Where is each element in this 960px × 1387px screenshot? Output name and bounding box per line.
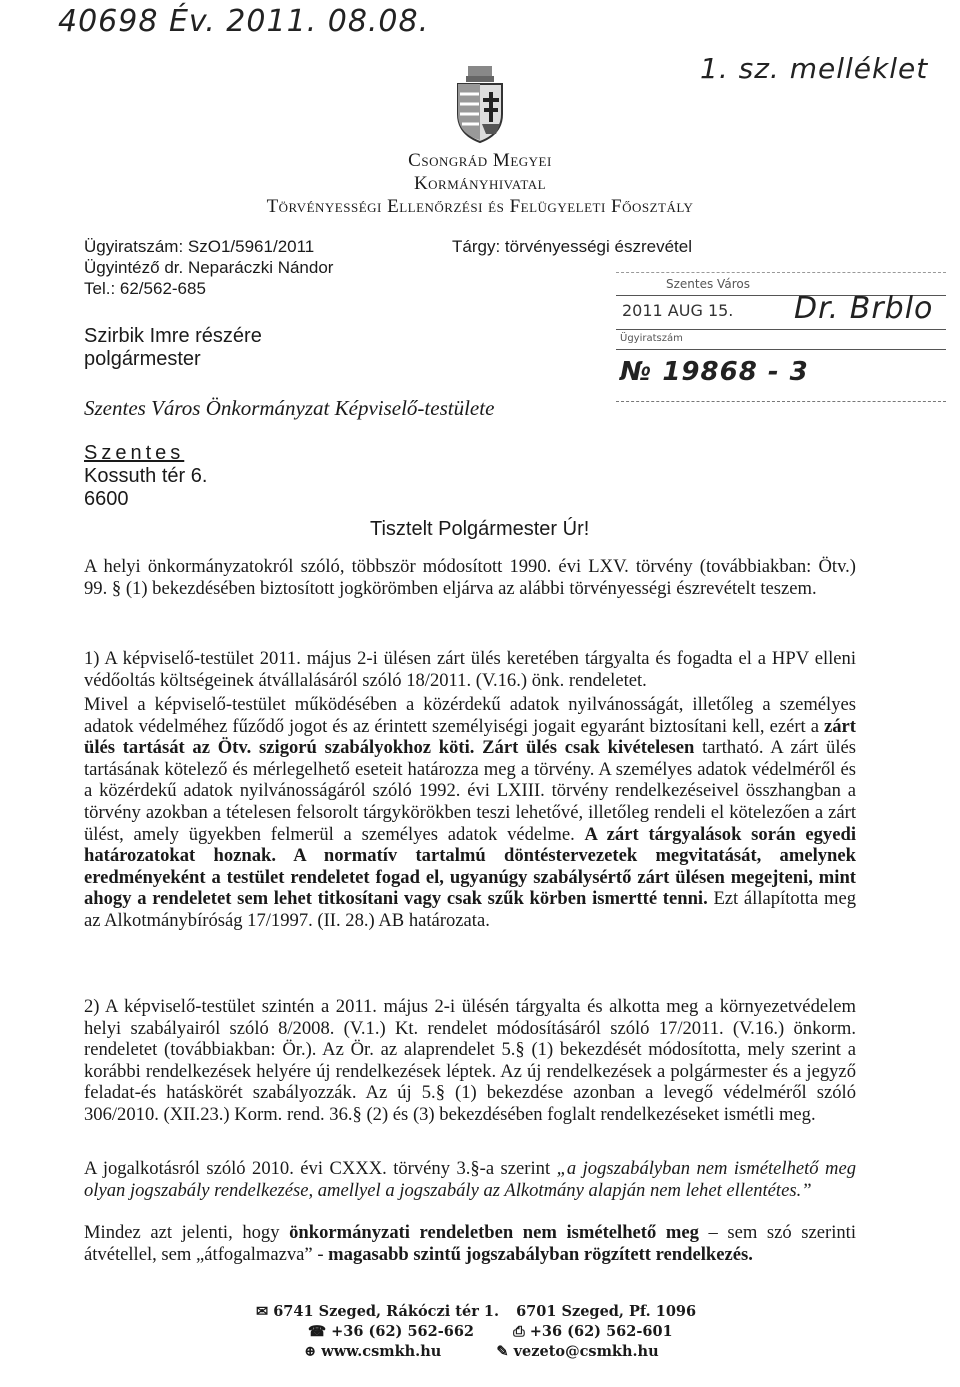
footer-fax: +36 (62) 562-601 xyxy=(529,1323,673,1340)
institution-county: Csongrád Megyei xyxy=(408,150,552,171)
quote-run: „a jogszabályban nem ismételhető meg olyan jogszabály rendelkezése, amellyel a jogszabály az Alkotmány alapján nem lehet ellentétes.” xyxy=(84,1158,856,1201)
section-2-paragraph-3 xyxy=(84,1222,856,1265)
section-2-paragraph-1: 2) A képviselő-testület szintén a 2011. május 2-i ülésén tárgyalta és alkotta meg a környezetvédelem helyi szabályairól szóló 8/2008. (V.1.) Kt. rendelet módosításáról szóló 17/2011. (V.16.) önkorm. rendeletet (továbbiakban: Ör.). Az Ör. az alaprendelet 5.§ (1) bekezdését módosította, mely szerint a korábbi rendelkezések helyére új rendelkezések léptek. Az új rendelkezések a polgármester és a jegyző feladat-és hatáskörét szabályozzák. Az új 5.§ (1) bekezdése azonban a levegő védelméről szóló 306/2010. (XII.23.) Korm. rend. 36.§ (2) és (3) bekezdésében foglalt rendelkezéseket ismétli meg. xyxy=(84,996,856,1125)
recipient-street: Kossuth tér 6. xyxy=(84,465,208,487)
text-run: A jogalkotásról szóló 2010. évi CXXX. törvény 3.§-a szerint xyxy=(84,1158,557,1179)
footer-row-address xyxy=(256,1302,726,1322)
handwritten-attachment-note: 1. sz. melléklet xyxy=(700,52,929,85)
coat-of-arms-icon xyxy=(448,62,512,144)
stamp-line xyxy=(616,349,946,350)
bold-run: önkormányzati rendeletben nem ismételhető meg xyxy=(289,1222,699,1243)
intro-paragraph: A helyi önkormányzatokról szóló, többször módosított 1990. évi LXV. törvény (továbbiakban: Ötv.) 99. § (1) bekezdésében biztosított jogkörömben eljárva az alábbi törvényességi észrevételt teszem. xyxy=(84,556,856,599)
text-run: Mivel a képviselő-testület működésében a közérdekű adatok nyilvánosságát, illetőleg a személyes adatok védelméhez fűződő jogot és az érintett személyiségi jogait egyaránt biztosítani kell, ezért a xyxy=(84,694,856,737)
footer-row-phone xyxy=(256,1322,726,1342)
text-run: Ezt állapította meg az Alkotmánybíróság 17/1997. (II. 28.) AB határozata. xyxy=(84,888,856,931)
globe-icon: ⊕ xyxy=(304,1343,317,1360)
phone-icon: ☎ xyxy=(308,1323,327,1340)
stamp-number: № 19868 - 3 xyxy=(620,357,809,387)
stamp-municipality: Szentes Város xyxy=(666,277,750,291)
bold-run: A zárt tárgyalások során egyedi határozatokat hoznak. A normatív tartalmú döntéstervezetek megvitatását, amelynek eredményeként a testület rendeletet fogad el, ugyanúgy szabálysértő zárt ülésen megejteni, mint ahogy a rendeletet sem lehet titkosítani vagy csak szűk körben ismertté tenni. xyxy=(84,823,856,910)
institution-office: Kormányhivatal xyxy=(413,173,547,194)
salutation: Tisztelt Polgármester Úr! xyxy=(370,518,590,540)
bold-run: magasabb szintű jogszabályban rögzített rendelkezés. xyxy=(328,1243,753,1265)
recipient-body: Szentes Város Önkormányzat Képviselő-testülete xyxy=(84,396,495,420)
recipient-name: Szirbik Imre részére xyxy=(84,325,262,347)
fax-icon: ⎙ xyxy=(513,1323,525,1340)
case-phone: Tel.: 62/562-685 xyxy=(84,279,206,298)
recipient-role: polgármester xyxy=(84,348,201,370)
institution-department: Törvényességi Ellenőrzési és Felügyeleti Főosztály xyxy=(266,196,694,217)
recipient-zip: 6600 xyxy=(84,488,129,510)
mail-icon: ✉ xyxy=(256,1303,269,1320)
footer-row-web xyxy=(256,1342,726,1362)
stamp-line xyxy=(616,329,946,330)
received-stamp xyxy=(616,272,946,402)
footer-email[interactable]: vezeto@csmkh.hu xyxy=(513,1343,659,1360)
text-run: tartható. A zárt ülés tartásának kötelező és mérlegelhető eseteit határozza meg a törvény. A személyes adatok védelméről és a közérdekű adatok nyilvánosságáról szóló 1992. évi LXIII. törvény rendelkezéseivel összhangban a törvény azokban a tételesen felsorolt tárgykörökben teszi lehetővé, illetőleg rendeli el kötelezően a zárt ülést, amely ügyekben felmerül a személyes adatok védelme. xyxy=(84,737,856,845)
subject-line: Tárgy: törvényességi észrevétel xyxy=(452,237,692,256)
handwritten-signature: Dr. Brblo xyxy=(794,291,934,326)
stamp-file-label: Ügyiratszám xyxy=(620,333,683,344)
case-officer: Ügyintéző dr. Neparáczki Nándor xyxy=(84,258,334,277)
email-icon: ✎ xyxy=(496,1343,509,1360)
handwritten-file-note: 40698 Év. 2011. 08.08. xyxy=(58,4,430,39)
footer xyxy=(256,1302,726,1362)
case-number: Ügyiratszám: SzO1/5961/2011 xyxy=(84,237,315,256)
footer-phone: +36 (62) 562-662 xyxy=(331,1323,475,1340)
text-run: Mindez azt jelenti, hogy xyxy=(84,1222,290,1243)
stamp-date: 2011 AUG 15. xyxy=(622,301,734,320)
section-2-paragraph-2 xyxy=(84,1158,856,1201)
section-1-paragraph-1: 1) A képviselő-testület 2011. május 2-i ülésen zárt ülés keretében tárgyalta és fogadta el a HPV elleni védőoltás költségeinek átvállalásáról szóló 18/2011. (V.16.) önk. rendeletet. xyxy=(84,648,856,691)
footer-po-box: 6701 Szeged, Pf. 1096 xyxy=(516,1303,697,1320)
section-1-paragraph-2 xyxy=(84,694,856,932)
footer-address: 6741 Szeged, Rákóczi tér 1. xyxy=(273,1303,500,1320)
footer-web[interactable]: www.csmkh.hu xyxy=(321,1343,442,1360)
recipient-city: Szentes xyxy=(84,442,185,464)
text-run: – sem szó szerinti átvétellel, sem „átfogalmazva” - xyxy=(84,1222,856,1265)
bold-run: zárt ülés tartását az Ötv. szigorú szabályokhoz köti. Zárt ülés csak kivételesen xyxy=(84,715,856,759)
